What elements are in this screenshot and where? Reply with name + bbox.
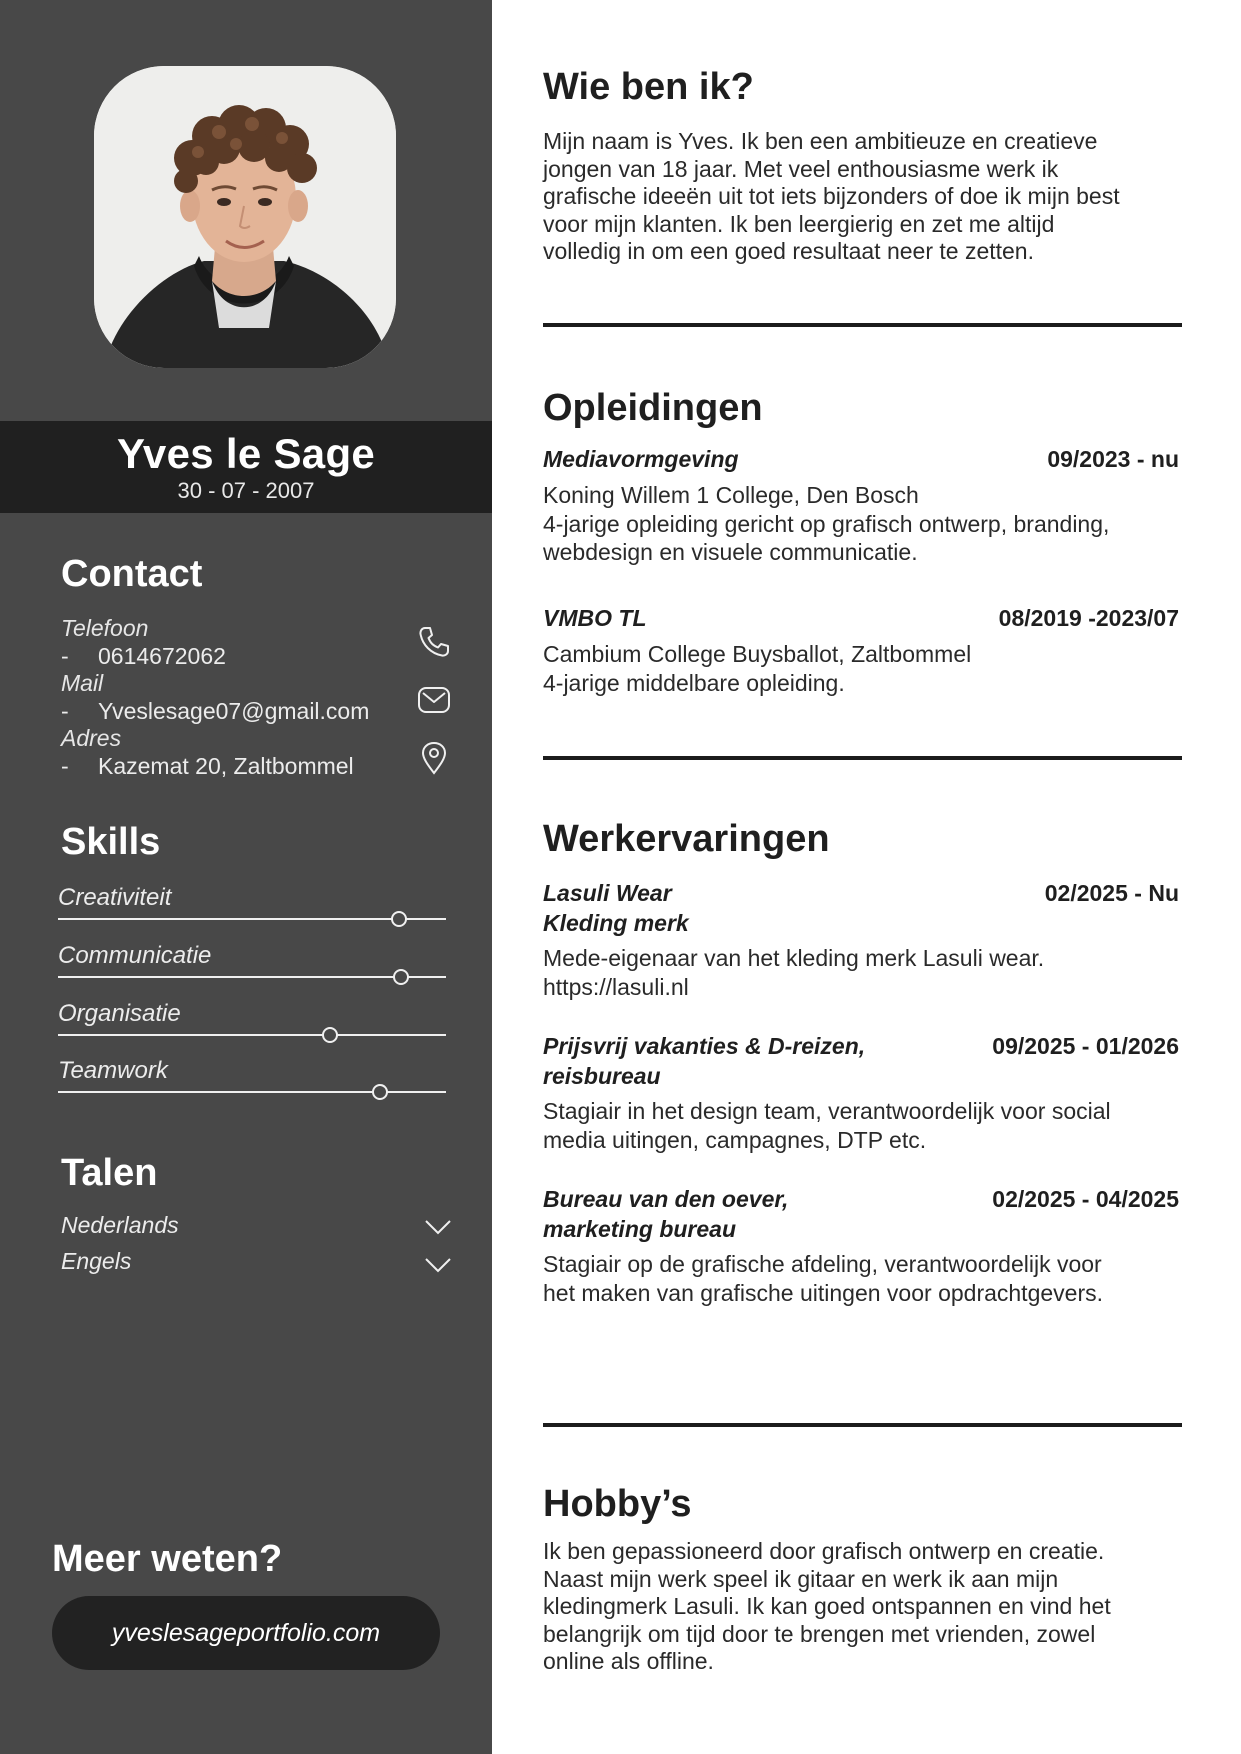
more-info-heading: Meer weten? (52, 1538, 283, 1580)
text-line: Koning Willem 1 College, Den Bosch (543, 482, 919, 508)
skill-slider-knob[interactable] (322, 1027, 338, 1043)
language-engels: Engels (61, 1248, 132, 1274)
text-line: reisbureau (543, 1063, 661, 1089)
mail-label: Mail (61, 670, 104, 696)
phone-value[interactable] (61, 643, 226, 670)
hobbies-heading: Hobby’s (543, 1483, 692, 1525)
name-banner (0, 421, 492, 513)
text-line: Mede-eigenaar van het kleding merk Lasuli wear. (543, 945, 1045, 971)
skill-track (58, 918, 446, 920)
phone-label: Telefoon (61, 615, 149, 641)
mail-icon (416, 682, 452, 718)
skill-slider-knob[interactable] (372, 1084, 388, 1100)
section-divider (543, 1423, 1182, 1427)
mail-value[interactable] (61, 698, 369, 725)
skill-creativiteit (58, 884, 446, 924)
text-line: online als offline. (543, 1648, 714, 1674)
contact-heading: Contact (61, 553, 203, 595)
work-title (543, 1184, 788, 1244)
chevron-down-icon[interactable] (424, 1256, 452, 1274)
text-line: webdesign en visuele communicatie. (543, 539, 918, 565)
skill-slider-knob[interactable] (393, 969, 409, 985)
text-line: media uitingen, campagnes, DTP etc. (543, 1126, 927, 1153)
work-description (543, 1250, 1183, 1307)
person-name: Yves le Sage (116, 430, 376, 477)
work-description (543, 944, 1183, 1001)
skill-organisatie (58, 1000, 446, 1040)
education-description (543, 640, 1183, 697)
work-title (543, 1031, 865, 1091)
list-dash: - (61, 753, 69, 779)
skill-label: Organisatie (58, 1000, 181, 1027)
street-address: Kazemat 20, Zaltbommel (98, 753, 354, 779)
skill-label: Creativiteit (58, 884, 172, 911)
work-heading: Werkervaringen (543, 818, 830, 860)
text-line: belangrijk om tijd door te brengen met vrienden, zowel (543, 1620, 1096, 1647)
about-text (543, 128, 1183, 266)
text-line: 4-jarige opleiding gericht op grafisch ontwerp, branding, (543, 510, 1110, 537)
education-title: Mediavormgeving (543, 446, 739, 472)
text-line: Prijsvrij vakanties & D-reizen, (543, 1033, 866, 1059)
text-line: grafische ideeën uit tot iets bijzonders of doe ik mijn best (543, 183, 1120, 209)
text-line: Stagiair op de grafische afdeling, verantwoordelijk voor (543, 1251, 1102, 1277)
about-heading: Wie ben ik? (543, 66, 754, 108)
chevron-down-icon[interactable] (424, 1218, 452, 1236)
language-nederlands: Nederlands (61, 1212, 179, 1238)
skill-track (58, 976, 446, 978)
profile-photo (94, 66, 396, 368)
phone-icon (416, 624, 452, 660)
section-divider (543, 756, 1182, 760)
hobbies-text (543, 1538, 1183, 1676)
text-line: voor mijn klanten. Ik ben leergierig en zet me altijd (543, 210, 1055, 237)
skill-label: Communicatie (58, 942, 212, 969)
text-line: het maken van grafische uitingen voor opdrachtgevers. (543, 1279, 1103, 1306)
text-line: jongen van 18 jaar. Met veel enthousiasme werk ik (543, 155, 1059, 182)
date-of-birth: 30 - 07 - 2007 (177, 478, 315, 503)
work-date: 09/2025 - 01/2026 (992, 1033, 1179, 1059)
skill-label: Teamwork (58, 1057, 168, 1084)
phone-number[interactable]: 0614672062 (98, 643, 226, 669)
website-link[interactable]: https://lasuli.nl (543, 973, 689, 1000)
sidebar (0, 0, 492, 1754)
skills-heading: Skills (61, 821, 161, 863)
address-value (61, 753, 354, 780)
education-date: 08/2019 -2023/07 (998, 605, 1179, 631)
languages-heading: Talen (61, 1152, 158, 1194)
education-heading: Opleidingen (543, 387, 763, 429)
text-line: Kleding merk (543, 910, 689, 936)
portfolio-link-button[interactable]: yveslesageportfolio.com (52, 1596, 440, 1670)
text-line: volledig in om een goed resultaat neer te zetten. (543, 238, 1034, 264)
work-date: 02/2025 - 04/2025 (992, 1186, 1179, 1212)
section-divider (543, 323, 1182, 327)
text-line: marketing bureau (543, 1216, 736, 1242)
skill-teamwork (58, 1057, 446, 1097)
email-address[interactable]: Yveslesage07@gmail.com (98, 698, 370, 724)
work-description (543, 1097, 1183, 1154)
text-line: Naast mijn werk speel ik gitaar en werk ik aan mijn (543, 1565, 1059, 1592)
skill-track (58, 1034, 446, 1036)
text-line: Mijn naam is Yves. Ik ben een ambitieuze en creatieve (543, 128, 1098, 154)
text-line: kledingmerk Lasuli. Ik kan goed ontspannen en vind het (543, 1593, 1111, 1619)
text-line: Lasuli Wear (543, 880, 672, 906)
portrait-image (94, 66, 396, 368)
skill-slider-knob[interactable] (391, 911, 407, 927)
education-date: 09/2023 - nu (1047, 446, 1179, 472)
text-line: Cambium College Buysballot, Zaltbommel (543, 641, 972, 667)
skill-communicatie (58, 942, 446, 982)
text-line: Bureau van den oever, (543, 1186, 789, 1212)
work-date: 02/2025 - Nu (1044, 880, 1179, 906)
work-title (543, 878, 689, 938)
list-dash: - (61, 643, 69, 669)
text-line: Ik ben gepassioneerd door grafisch ontwerp en creatie. (543, 1538, 1105, 1564)
location-pin-icon (416, 740, 452, 776)
education-description (543, 481, 1183, 567)
text-line: Stagiair in het design team, verantwoordelijk voor social (543, 1098, 1111, 1124)
text-line: 4-jarige middelbare opleiding. (543, 669, 845, 696)
address-label: Adres (61, 725, 122, 751)
education-title: VMBO TL (543, 605, 647, 631)
list-dash: - (61, 698, 69, 724)
